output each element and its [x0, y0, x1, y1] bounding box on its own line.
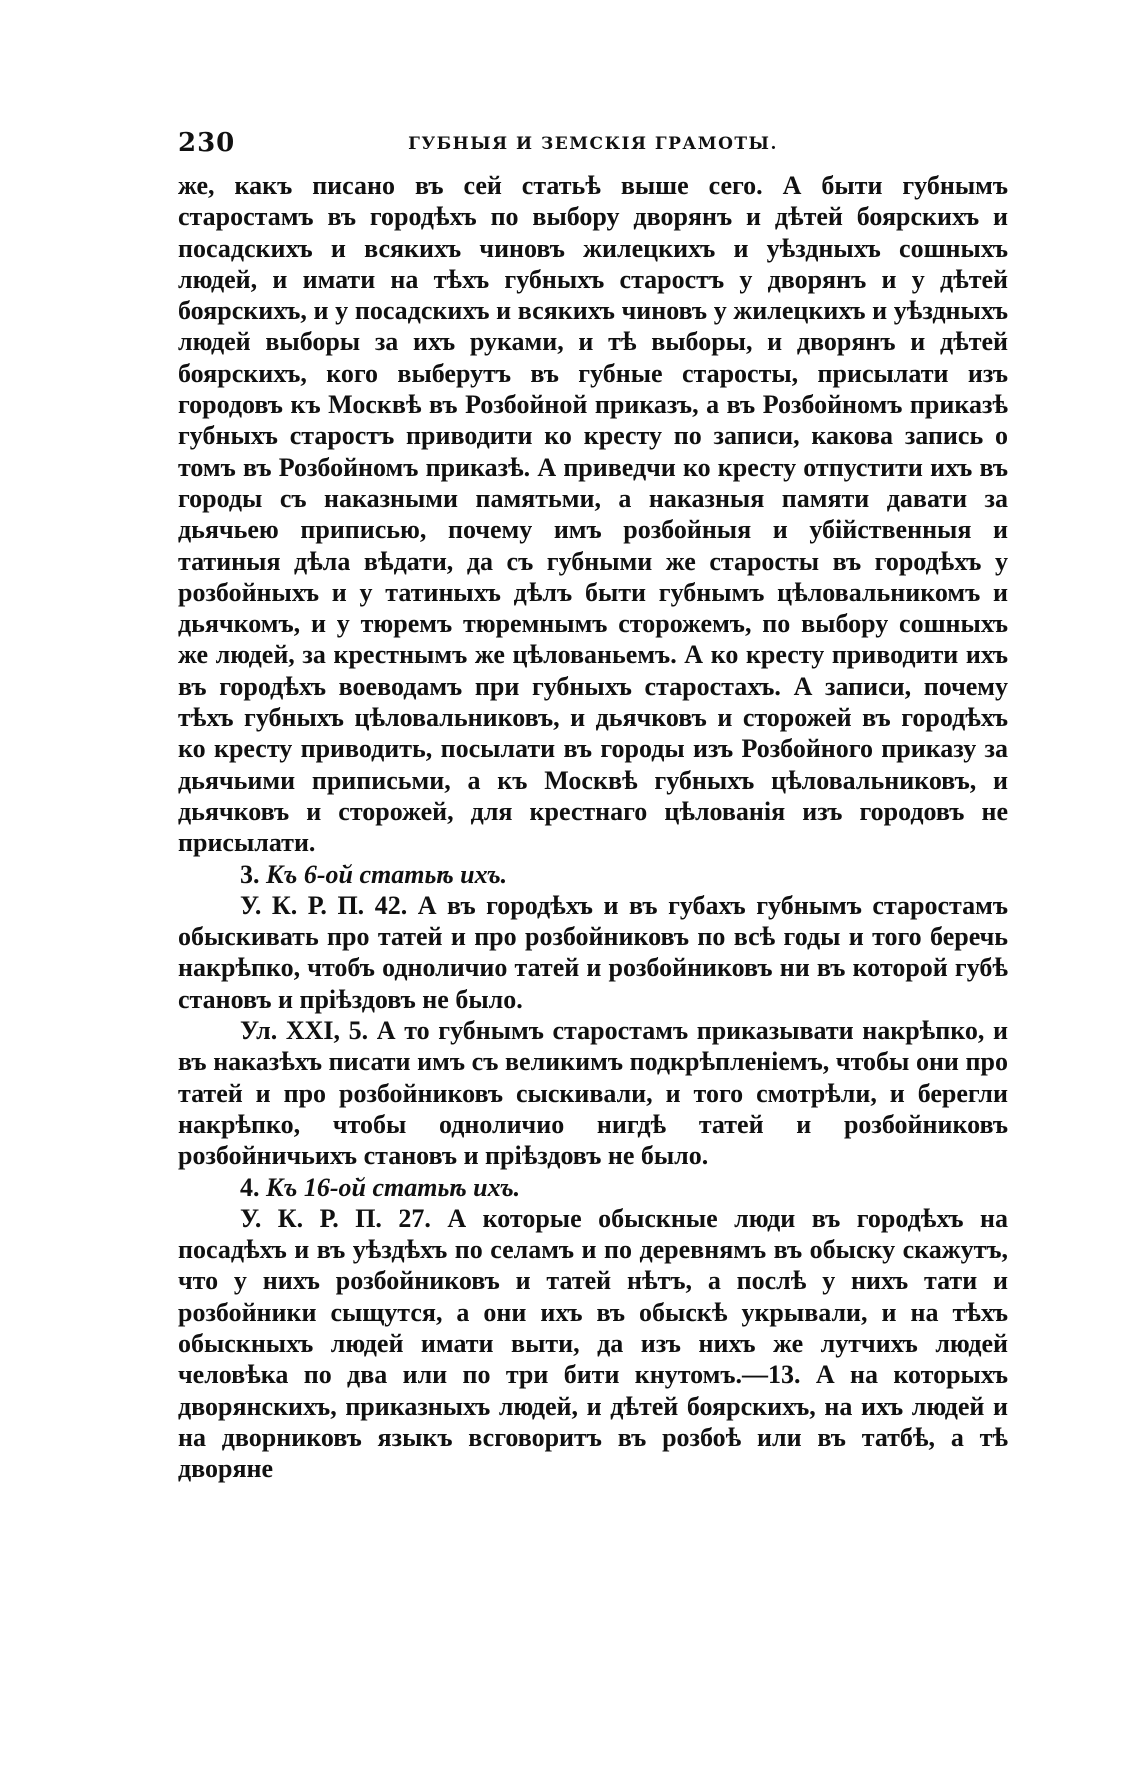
paragraph-continuation: же, какъ писано въ сей статьѣ выше сего. А быти губнымъ старостамъ въ городѣхъ по выбору дворянъ и дѣтей боярскихъ и посадскихъ и всякихъ чиновъ жилецкихъ и уѣздныхъ сошныхъ людей, и имати на тѣхъ губныхъ старостъ у дворянъ и у дѣтей боярскихъ, и у посадскихъ и всякихъ чиновъ у жилецкихъ и уѣздныхъ людей выборы за ихъ руками, и тѣ выборы, и дворянъ и дѣтей боярскихъ, кого выберутъ въ губные старосты, присылати изъ городовъ къ Москвѣ въ Розбойной приказъ, а въ Розбойномъ приказѣ губныхъ старостъ приводити ко кресту по записи, какова запись о томъ въ Розбойномъ приказѣ. А приведчи ко кресту отпустити ихъ въ городы съ наказными памятьми, а наказныя памяти давати за дьячьею приписью, почему имъ розбойныя и убійственныя и татиныя дѣла вѣдати, да съ губными же старосты въ городѣхъ у розбойныхъ и у татиныхъ дѣлъ быти губнымъ цѣловальникомъ и дьячкомъ, и у тюремъ тюремнымъ сторожемъ, по выбору сошныхъ же людей, за крестнымъ же цѣлованьемъ. А ко кресту приводити ихъ въ городѣхъ воеводамъ при губныхъ старостахъ. А записи, почему тѣхъ губныхъ цѣловальниковъ, и дьячковъ и сторожей въ городѣхъ ко кресту приводить, посылати въ городы изъ Розбойного приказу за дьячьими приписьми, а къ Москвѣ губныхъ цѣловальниковъ, и дьячковъ и сторожей, для крестнаго цѣлованія изъ городовъ не присылати.: [178, 171, 1008, 858]
running-title: ГУБНЫЯ И ЗЕМСКІЯ ГРАМОТЫ.: [408, 134, 778, 154]
section-title: Къ 16-ой статьѣ ихъ.: [266, 1172, 521, 1202]
paragraph-ukrp-27: У. К. Р. П. 27. А которые обыскные люди въ городѣхъ на посадѣхъ и въ уѣздѣхъ по селамъ и по деревнямъ въ обыску скажутъ, что у нихъ розбойниковъ и татей нѣтъ, а послѣ у нихъ тати и розбойники сыщутся, а они ихъ въ обыскѣ укрывали, и на тѣхъ обыскныхъ людей имати выти, да изъ нихъ же лутчихъ людей человѣка по два или по три бити кнутомъ.—13. А на которыхъ дворянскихъ, приказныхъ людей, и дѣтей боярскихъ, на ихъ людей и на дворниковъ языкъ всговоритъ въ розбоѣ или въ татбѣ, а тѣ дворяне: [178, 1203, 1008, 1484]
paragraph-ukrp-42: У. К. Р. П. 42. А въ городѣхъ и въ губахъ губнымъ старостамъ обыскивать про татей и про розбойниковъ по всѣ годы и того беречь накрѣпко, чтобъ одноличио татей и розбойниковъ ни въ которой губѣ становъ и пріѣздовъ не было.: [178, 890, 1008, 1014]
section-number: 3.: [240, 859, 260, 889]
page-body: [178, 170, 1008, 1484]
section-title: Къ 6-ой статьѣ ихъ.: [266, 859, 508, 889]
section-heading-3: [178, 859, 1008, 890]
page-number: 230: [178, 128, 236, 158]
section-heading-4: [178, 1172, 1008, 1203]
paragraph-ul-xxi-5: Ул. XXI, 5. А то губнымъ старостамъ приказывати накрѣпко, и въ наказѣхъ писати имъ съ великимъ подкрѣпленіемъ, чтобы они про татей и про розбойниковъ сыскивали, и того смотрѣли, и берегли накрѣпко, чтобы одноличио нигдѣ татей и розбойниковъ розбойничьихъ становъ и пріѣздовъ не было.: [178, 1016, 1008, 1171]
book-page: [178, 128, 1008, 1484]
running-head: [178, 128, 1008, 170]
section-number: 4.: [240, 1172, 260, 1202]
